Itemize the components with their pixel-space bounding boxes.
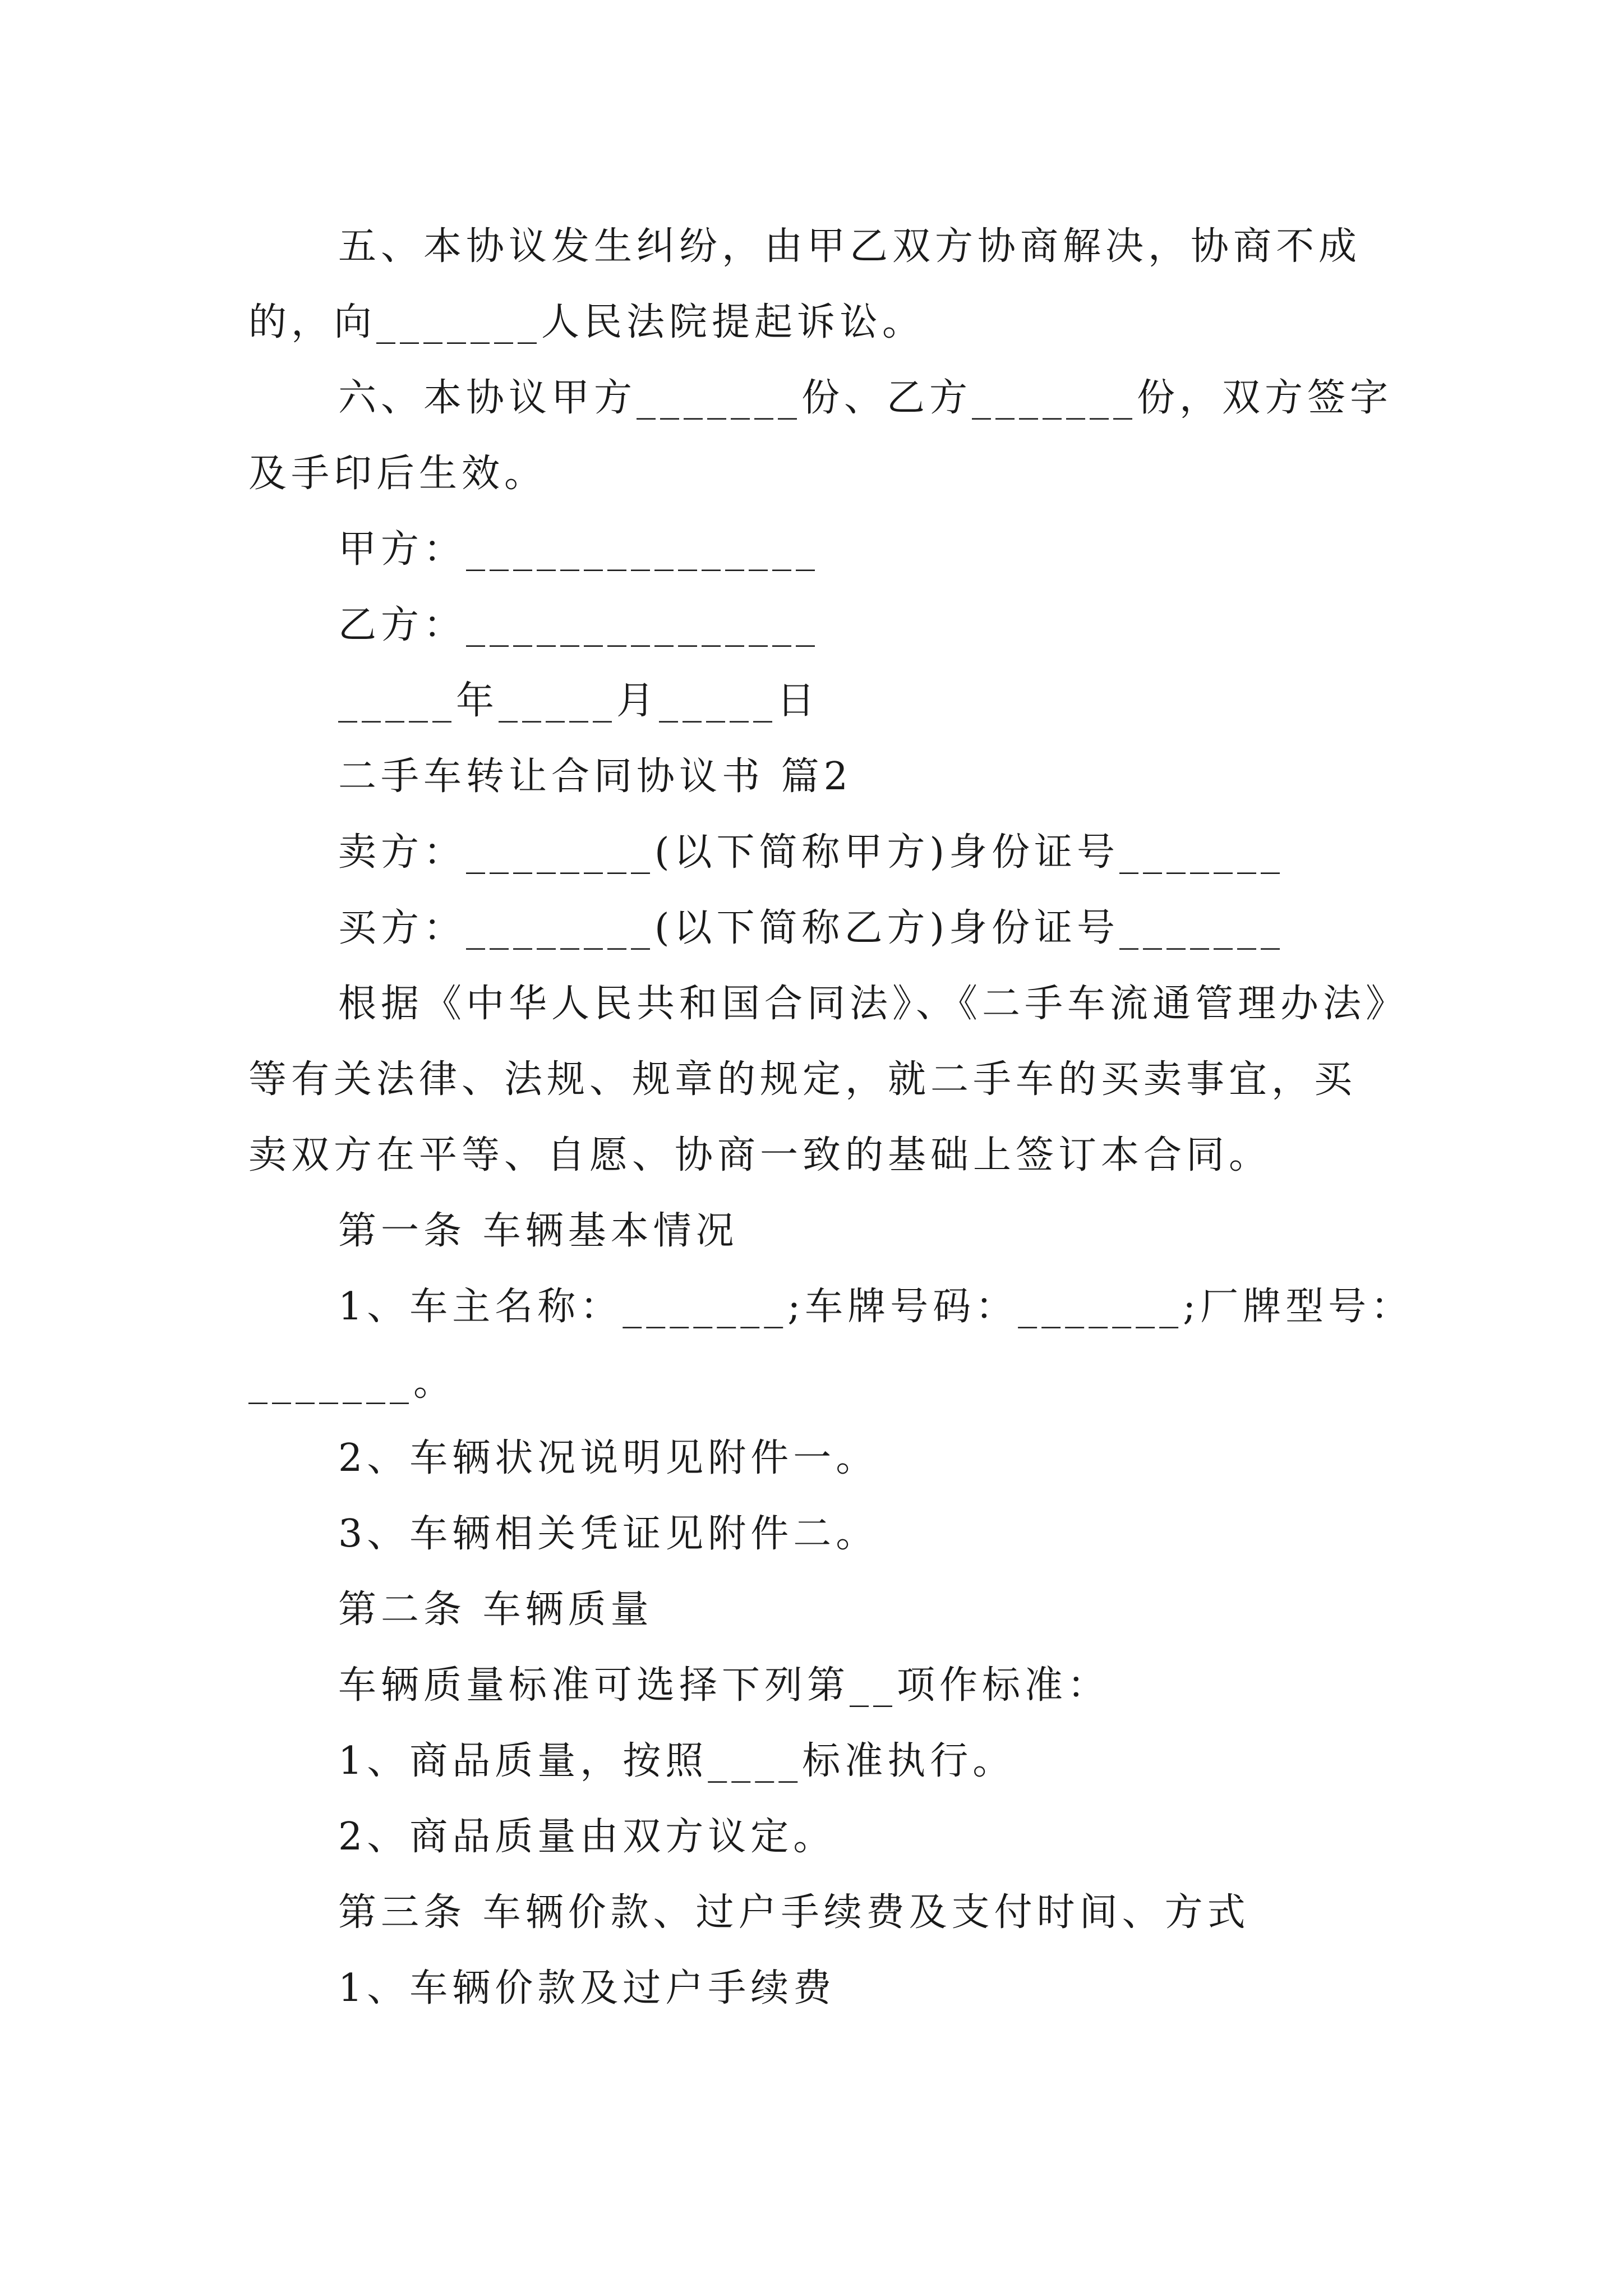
article-one-item-1-cont: _______。 xyxy=(248,1360,457,1405)
clause-five-line-2: 的，向_______人民法院提起诉讼。 xyxy=(248,300,925,344)
article-two-intro: 车辆质量标准可选择下列第__项作标准： xyxy=(338,1663,1110,1708)
article-two-heading: 第二条 车辆质量 xyxy=(338,1588,653,1632)
clause-five-line-1: 五、本协议发生纠纷，由甲乙双方协商解决，协商不成 xyxy=(338,224,1362,269)
buyer-line: 买方：________(以下简称乙方)身份证号_______ xyxy=(338,906,1285,950)
party-b-signature-line: 乙方：_______________ xyxy=(338,603,820,647)
article-three-heading: 第三条 车辆价款、过户手续费及支付时间、方式 xyxy=(338,1890,1250,1935)
article-one-item-1: 1、车主名称：_______;车牌号码：_______;厂牌型号： xyxy=(338,1285,1414,1329)
article-one-heading: 第一条 车辆基本情况 xyxy=(338,1209,739,1253)
article-two-item-2: 2、商品质量由双方议定。 xyxy=(338,1815,836,1859)
article-one-item-3: 3、车辆相关凭证见附件二。 xyxy=(338,1512,879,1556)
article-three-item-1: 1、车辆价款及过户手续费 xyxy=(338,1966,836,2010)
preamble-line-3: 卖双方在平等、自愿、协商一致的基础上签订本合同。 xyxy=(248,1133,1272,1177)
section-title: 二手车转让合同协议书 篇2 xyxy=(338,754,852,799)
article-two-item-1: 1、商品质量，按照____标准执行。 xyxy=(338,1739,1016,1783)
party-a-signature-line: 甲方：_______________ xyxy=(338,527,820,572)
article-one-item-2: 2、车辆状况说明见附件一。 xyxy=(338,1436,879,1480)
seller-line: 卖方：________(以下简称甲方)身份证号_______ xyxy=(338,830,1285,875)
date-line: _____年_____月_____日 xyxy=(338,679,820,723)
preamble-line-1: 根据《中华人民共和国合同法》、《二手车流通管理办法》 xyxy=(338,982,1409,1026)
clause-six-line-1: 六、本协议甲方_______份、乙方_______份，双方签字 xyxy=(338,376,1393,420)
clause-six-line-2: 及手印后生效。 xyxy=(248,452,547,496)
preamble-line-2: 等有关法律、法规、规章的规定，就二手车的买卖事宜，买 xyxy=(248,1057,1357,1102)
